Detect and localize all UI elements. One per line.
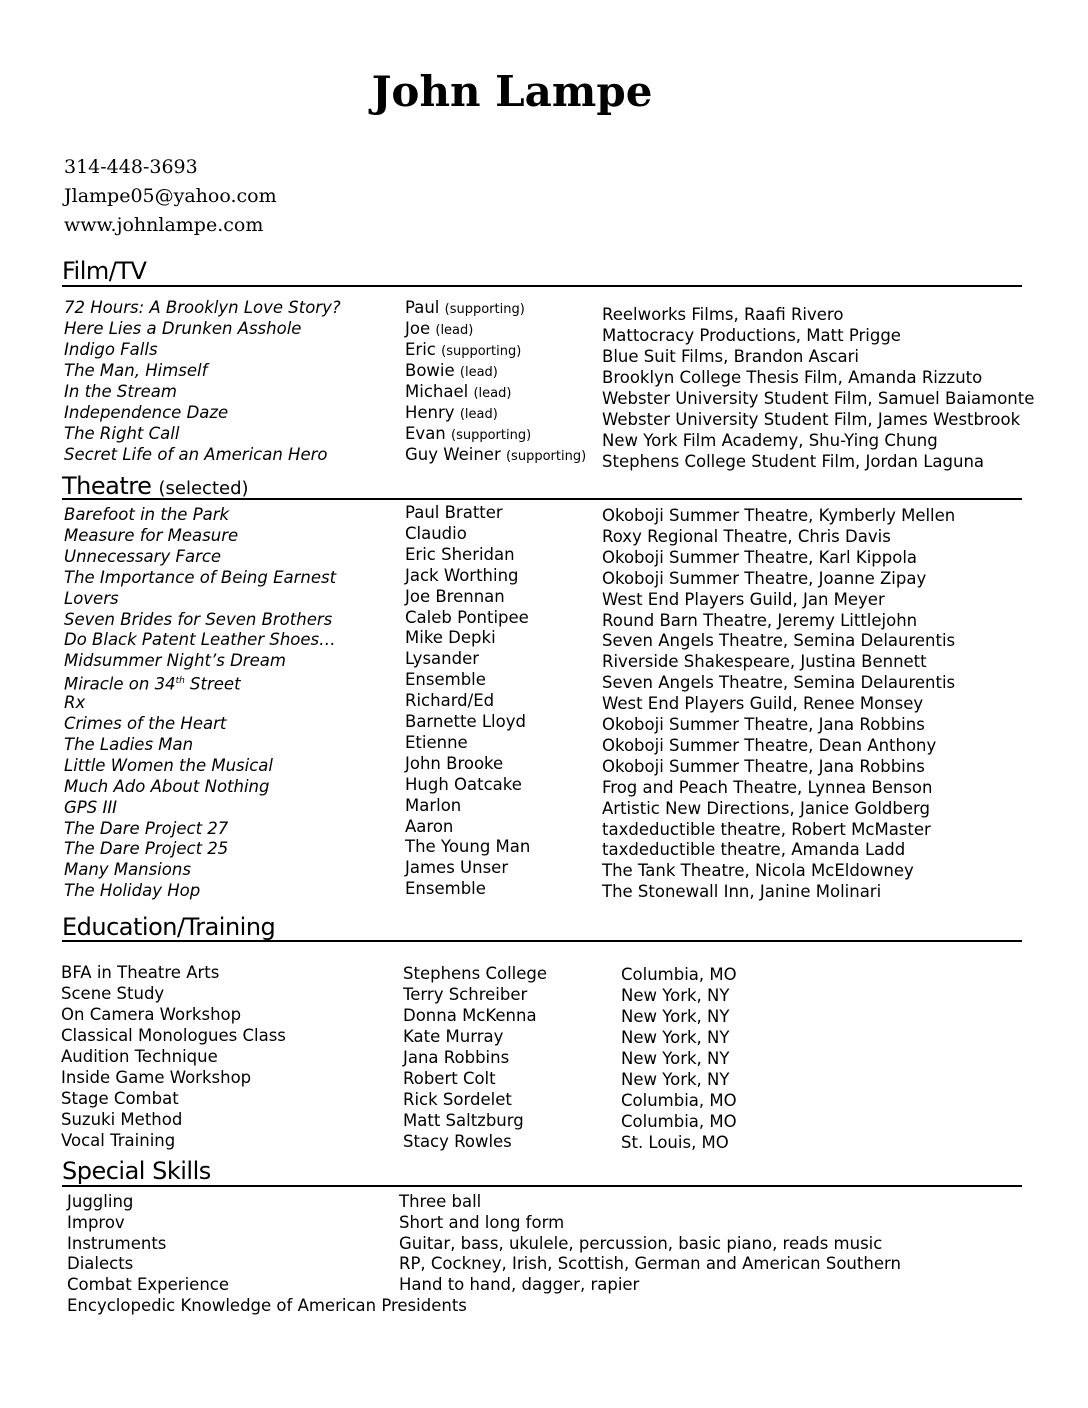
theatre-row bbox=[0, 859, 1088, 880]
theatre-title bbox=[64, 650, 286, 671]
education-location: New York, NY bbox=[621, 986, 730, 1005]
theatre-title-text: The Dare Project 27 bbox=[64, 818, 229, 838]
education-location: Columbia, MO bbox=[621, 1112, 737, 1131]
film-title: Independence Daze bbox=[64, 403, 229, 422]
film-role-name: Eric bbox=[405, 340, 436, 359]
skill-row bbox=[0, 1212, 1088, 1233]
skills-heading-text: Special Skills bbox=[62, 1157, 211, 1185]
education-row bbox=[0, 1109, 1088, 1130]
education-location: Columbia, MO bbox=[621, 1091, 737, 1110]
film-role-note: (lead) bbox=[459, 407, 498, 422]
theatre-row bbox=[0, 546, 1088, 567]
theatre-title bbox=[64, 880, 200, 901]
theatre-company: Roxy Regional Theatre, Chris Davis bbox=[602, 526, 891, 546]
skill-detail: Hand to hand, dagger, rapier bbox=[399, 1275, 640, 1295]
theatre-row bbox=[0, 818, 1088, 839]
film-title: 72 Hours: A Brooklyn Love Story? bbox=[64, 298, 341, 317]
theatre-title-text: Little Women the Musical bbox=[64, 755, 273, 775]
theatre-title bbox=[64, 776, 269, 797]
film-role-name: Michael bbox=[405, 382, 469, 401]
theatre-row bbox=[0, 671, 1088, 692]
theatre-title bbox=[64, 818, 228, 839]
theatre-company: Frog and Peach Theatre, Lynnea Benson bbox=[602, 777, 933, 797]
phone-number: 314-448-3693 bbox=[64, 156, 198, 178]
theatre-title bbox=[64, 713, 226, 734]
theatre-role: James Unser bbox=[405, 858, 509, 878]
theatre-role: Richard/Ed bbox=[405, 691, 495, 711]
education-row bbox=[0, 1046, 1088, 1067]
theatre-title-text: Do Black Patent Leather Shoes… bbox=[64, 630, 336, 650]
education-course: Classical Monologues Class bbox=[61, 1026, 286, 1045]
theatre-title bbox=[64, 567, 336, 588]
film-company: Webster University Student Film, James Westbrook bbox=[602, 410, 1021, 429]
skill-row bbox=[0, 1274, 1088, 1295]
film-role bbox=[405, 402, 498, 425]
skill-row bbox=[0, 1233, 1088, 1254]
theatre-title-text: GPS III bbox=[64, 797, 118, 817]
theatre-role: Eric Sheridan bbox=[405, 544, 515, 564]
education-teacher: Rick Sordelet bbox=[403, 1090, 512, 1109]
theatre-title-text: Rx bbox=[64, 693, 86, 713]
skill-detail: Three ball bbox=[399, 1192, 482, 1211]
theatre-company: Seven Angels Theatre, Semina Delaurentis bbox=[602, 673, 956, 693]
film-role bbox=[405, 444, 586, 467]
theatre-title-text: The Holiday Hop bbox=[64, 881, 201, 901]
education-course: Stage Combat bbox=[61, 1089, 179, 1108]
film-role-name: Paul bbox=[405, 298, 440, 317]
theatre-company: The Stonewall Inn, Janine Molinari bbox=[602, 882, 882, 902]
theatre-role: Ensemble bbox=[405, 670, 486, 690]
theatre-role: Joe Brennan bbox=[405, 586, 505, 606]
education-course: Inside Game Workshop bbox=[61, 1068, 252, 1087]
theatre-row bbox=[0, 692, 1088, 713]
theatre-role: Barnette Lloyd bbox=[405, 712, 526, 731]
film-role-note: (lead) bbox=[459, 365, 498, 380]
education-divider bbox=[62, 940, 1022, 942]
theatre-row bbox=[0, 629, 1088, 650]
film-row bbox=[0, 444, 1088, 471]
film-title: The Right Call bbox=[64, 424, 180, 443]
skill-name: Improv bbox=[67, 1212, 125, 1232]
film-row bbox=[0, 360, 1088, 387]
theatre-company: Round Barn Theatre, Jeremy Littlejohn bbox=[602, 610, 918, 630]
theatre-company: Okoboji Summer Theatre, Joanne Zipay bbox=[602, 568, 927, 588]
film-title: The Man, Himself bbox=[64, 361, 208, 380]
website-url: www.johnlampe.com bbox=[64, 214, 264, 236]
theatre-role: Jack Worthing bbox=[405, 565, 519, 585]
film-role-note: (lead) bbox=[435, 323, 474, 338]
film-tv-divider bbox=[62, 285, 1022, 287]
theatre-row bbox=[0, 525, 1088, 546]
film-role-name: Joe bbox=[405, 319, 431, 338]
theatre-heading-text: Theatre bbox=[62, 472, 152, 500]
skill-name: Combat Experience bbox=[67, 1275, 230, 1295]
film-role bbox=[405, 297, 525, 320]
theatre-role: John Brooke bbox=[405, 753, 504, 773]
film-row bbox=[0, 339, 1088, 366]
resume-name: John Lampe bbox=[371, 67, 653, 116]
theatre-role: Claudio bbox=[405, 523, 467, 543]
theatre-company: Seven Angels Theatre, Semina Delaurentis bbox=[602, 631, 956, 651]
education-course: BFA in Theatre Arts bbox=[61, 963, 220, 982]
theatre-company: West End Players Guild, Renee Monsey bbox=[602, 694, 924, 714]
education-course: On Camera Workshop bbox=[61, 1005, 242, 1024]
theatre-title-text: Lovers bbox=[64, 588, 119, 608]
education-teacher: Donna McKenna bbox=[403, 1006, 537, 1025]
film-row bbox=[0, 381, 1088, 408]
education-location: New York, NY bbox=[621, 1049, 730, 1068]
skill-name: Juggling bbox=[67, 1192, 134, 1211]
theatre-title bbox=[64, 546, 221, 567]
theatre-title bbox=[64, 859, 191, 880]
film-role bbox=[405, 381, 511, 404]
education-teacher: Jana Robbins bbox=[403, 1048, 510, 1067]
education-course: Vocal Training bbox=[61, 1131, 176, 1150]
skill-row bbox=[0, 1191, 1088, 1212]
theatre-title-text: Crimes of the Heart bbox=[64, 714, 227, 733]
film-title: Here Lies a Drunken Asshole bbox=[64, 319, 302, 338]
education-course: Suzuki Method bbox=[61, 1110, 183, 1129]
theatre-title bbox=[64, 588, 119, 609]
theatre-row bbox=[0, 838, 1088, 859]
film-company: Reelworks Films, Raafi Rivero bbox=[602, 305, 844, 324]
film-row bbox=[0, 297, 1088, 324]
film-tv-heading bbox=[62, 256, 146, 286]
education-teacher: Terry Schreiber bbox=[403, 985, 528, 1004]
theatre-divider bbox=[62, 498, 1022, 500]
theatre-title bbox=[64, 838, 228, 859]
skill-name: Dialects bbox=[67, 1254, 134, 1274]
film-role bbox=[405, 318, 473, 341]
theatre-title-after: Street bbox=[184, 674, 241, 694]
theatre-company: Artistic New Directions, Janice Goldberg bbox=[602, 798, 930, 818]
theatre-company: Okoboji Summer Theatre, Kymberly Mellen bbox=[602, 506, 956, 525]
film-row bbox=[0, 423, 1088, 450]
film-company: Blue Suit Films, Brandon Ascari bbox=[602, 347, 859, 366]
theatre-role: Mike Depki bbox=[405, 628, 496, 648]
theatre-title bbox=[64, 797, 117, 818]
film-role-note: (supporting) bbox=[451, 428, 532, 443]
education-location: New York, NY bbox=[621, 1028, 730, 1047]
education-course: Audition Technique bbox=[61, 1047, 218, 1066]
theatre-company: West End Players Guild, Jan Meyer bbox=[602, 589, 885, 609]
theatre-title-text: Much Ado About Nothing bbox=[64, 776, 270, 796]
theatre-company: Okoboji Summer Theatre, Dean Anthony bbox=[602, 735, 937, 755]
theatre-title-text: Midsummer Night’s Dream bbox=[64, 651, 286, 671]
film-role-note: (supporting) bbox=[444, 302, 525, 317]
theatre-role: The Young Man bbox=[405, 837, 531, 857]
theatre-row bbox=[0, 776, 1088, 797]
skill-name: Encyclopedic Knowledge of American Presidents bbox=[67, 1296, 467, 1315]
skill-detail: Short and long form bbox=[399, 1212, 565, 1232]
film-title: Indigo Falls bbox=[64, 340, 158, 359]
theatre-title-text: Many Mansions bbox=[64, 860, 191, 880]
education-teacher: Stacy Rowles bbox=[403, 1132, 512, 1151]
theatre-title-sup: th bbox=[175, 676, 185, 687]
theatre-role: Ensemble bbox=[405, 879, 486, 899]
theatre-row bbox=[0, 713, 1088, 734]
film-company: Stephens College Student Film, Jordan Laguna bbox=[602, 452, 985, 471]
film-company: Brooklyn College Thesis Film, Amanda Rizzuto bbox=[602, 368, 983, 387]
theatre-title bbox=[64, 629, 336, 650]
skill-name: Instruments bbox=[67, 1233, 167, 1253]
theatre-title-text: Miracle on 34 bbox=[64, 674, 176, 694]
theatre-title bbox=[64, 734, 193, 755]
film-company: Webster University Student Film, Samuel Baiamonte bbox=[602, 389, 1035, 408]
theatre-row bbox=[0, 797, 1088, 818]
film-row bbox=[0, 402, 1088, 429]
education-location: Columbia, MO bbox=[621, 965, 737, 984]
theatre-title-text: Measure for Measure bbox=[64, 525, 239, 545]
skills-heading bbox=[62, 1156, 211, 1186]
theatre-role: Lysander bbox=[405, 649, 480, 669]
film-title: Secret Life of an American Hero bbox=[64, 445, 328, 464]
theatre-row bbox=[0, 734, 1088, 755]
theatre-row bbox=[0, 588, 1088, 609]
film-role bbox=[405, 360, 498, 383]
theatre-title bbox=[64, 525, 238, 546]
theatre-title bbox=[64, 755, 273, 776]
theatre-row bbox=[0, 650, 1088, 671]
theatre-company: Okoboji Summer Theatre, Karl Kippola bbox=[602, 547, 918, 567]
theatre-role: Caleb Pontipee bbox=[405, 607, 529, 627]
film-role-note: (supporting) bbox=[505, 449, 587, 464]
theatre-title bbox=[64, 692, 85, 713]
skills-divider bbox=[62, 1185, 1022, 1187]
theatre-company: taxdeductible theatre, Amanda Ladd bbox=[602, 840, 906, 860]
theatre-role: Etienne bbox=[405, 732, 468, 752]
theatre-role: Hugh Oatcake bbox=[405, 774, 522, 794]
education-row bbox=[0, 1088, 1088, 1109]
film-role bbox=[405, 423, 531, 446]
theatre-title-text: Unnecessary Farce bbox=[64, 546, 222, 566]
film-company: Mattocracy Productions, Matt Prigge bbox=[602, 326, 901, 345]
education-teacher: Kate Murray bbox=[403, 1027, 504, 1046]
film-row bbox=[0, 318, 1088, 345]
education-location: New York, NY bbox=[621, 1070, 730, 1089]
theatre-company: taxdeductible theatre, Robert McMaster bbox=[602, 819, 931, 839]
education-row bbox=[0, 1130, 1088, 1151]
film-role-note: (lead) bbox=[473, 386, 512, 401]
film-role-note: (supporting) bbox=[441, 344, 522, 359]
film-role-name: Evan bbox=[405, 424, 446, 443]
theatre-subheading: (selected) bbox=[158, 478, 249, 499]
film-company: New York Film Academy, Shu-Ying Chung bbox=[602, 431, 938, 450]
theatre-role: Paul Bratter bbox=[405, 503, 503, 522]
theatre-company: Riverside Shakespeare, Justina Bennett bbox=[602, 652, 927, 672]
skill-row bbox=[0, 1253, 1088, 1274]
education-heading-text: Education/Training bbox=[62, 913, 276, 941]
education-heading bbox=[62, 912, 275, 942]
education-location: St. Louis, MO bbox=[621, 1133, 729, 1152]
email-address: Jlampe05@yahoo.com bbox=[64, 185, 277, 207]
theatre-title bbox=[64, 504, 229, 525]
theatre-title-text: The Dare Project 25 bbox=[64, 839, 229, 859]
education-row bbox=[0, 1025, 1088, 1046]
skill-detail: Guitar, bass, ukulele, percussion, basic piano, reads music bbox=[399, 1233, 883, 1253]
education-teacher: Robert Colt bbox=[403, 1069, 496, 1088]
film-role-name: Guy Weiner bbox=[405, 445, 501, 464]
film-title: In the Stream bbox=[64, 382, 177, 401]
theatre-row bbox=[0, 609, 1088, 630]
education-row bbox=[0, 1067, 1088, 1088]
film-role-name: Bowie bbox=[405, 361, 455, 380]
theatre-role: Aaron bbox=[405, 816, 454, 836]
theatre-company: Okoboji Summer Theatre, Jana Robbins bbox=[602, 715, 925, 734]
theatre-company: The Tank Theatre, Nicola McEldowney bbox=[602, 861, 914, 881]
education-row bbox=[0, 983, 1088, 1004]
theatre-row bbox=[0, 504, 1088, 525]
skill-detail: RP, Cockney, Irish, Scottish, German and American Southern bbox=[399, 1254, 901, 1274]
education-teacher: Matt Saltzburg bbox=[403, 1111, 524, 1130]
theatre-title-text: The Importance of Being Earnest bbox=[64, 567, 337, 587]
theatre-company: Okoboji Summer Theatre, Jana Robbins bbox=[602, 756, 925, 776]
theatre-role: Marlon bbox=[405, 795, 462, 815]
education-row bbox=[0, 1004, 1088, 1025]
education-teacher: Stephens College bbox=[403, 964, 548, 983]
theatre-title bbox=[64, 609, 332, 630]
film-role-name: Henry bbox=[405, 403, 455, 422]
theatre-row bbox=[0, 755, 1088, 776]
education-course: Scene Study bbox=[61, 984, 165, 1003]
education-location: New York, NY bbox=[621, 1007, 730, 1026]
theatre-title-text: Seven Brides for Seven Brothers bbox=[64, 609, 333, 629]
film-role bbox=[405, 339, 521, 362]
theatre-row bbox=[0, 567, 1088, 588]
theatre-title-text: The Ladies Man bbox=[64, 734, 194, 754]
film-tv-heading-text: Film/TV bbox=[62, 257, 147, 285]
theatre-row bbox=[0, 880, 1088, 901]
skill-row bbox=[0, 1295, 1088, 1316]
education-row bbox=[0, 962, 1088, 983]
theatre-title-text: Barefoot in the Park bbox=[64, 505, 230, 524]
